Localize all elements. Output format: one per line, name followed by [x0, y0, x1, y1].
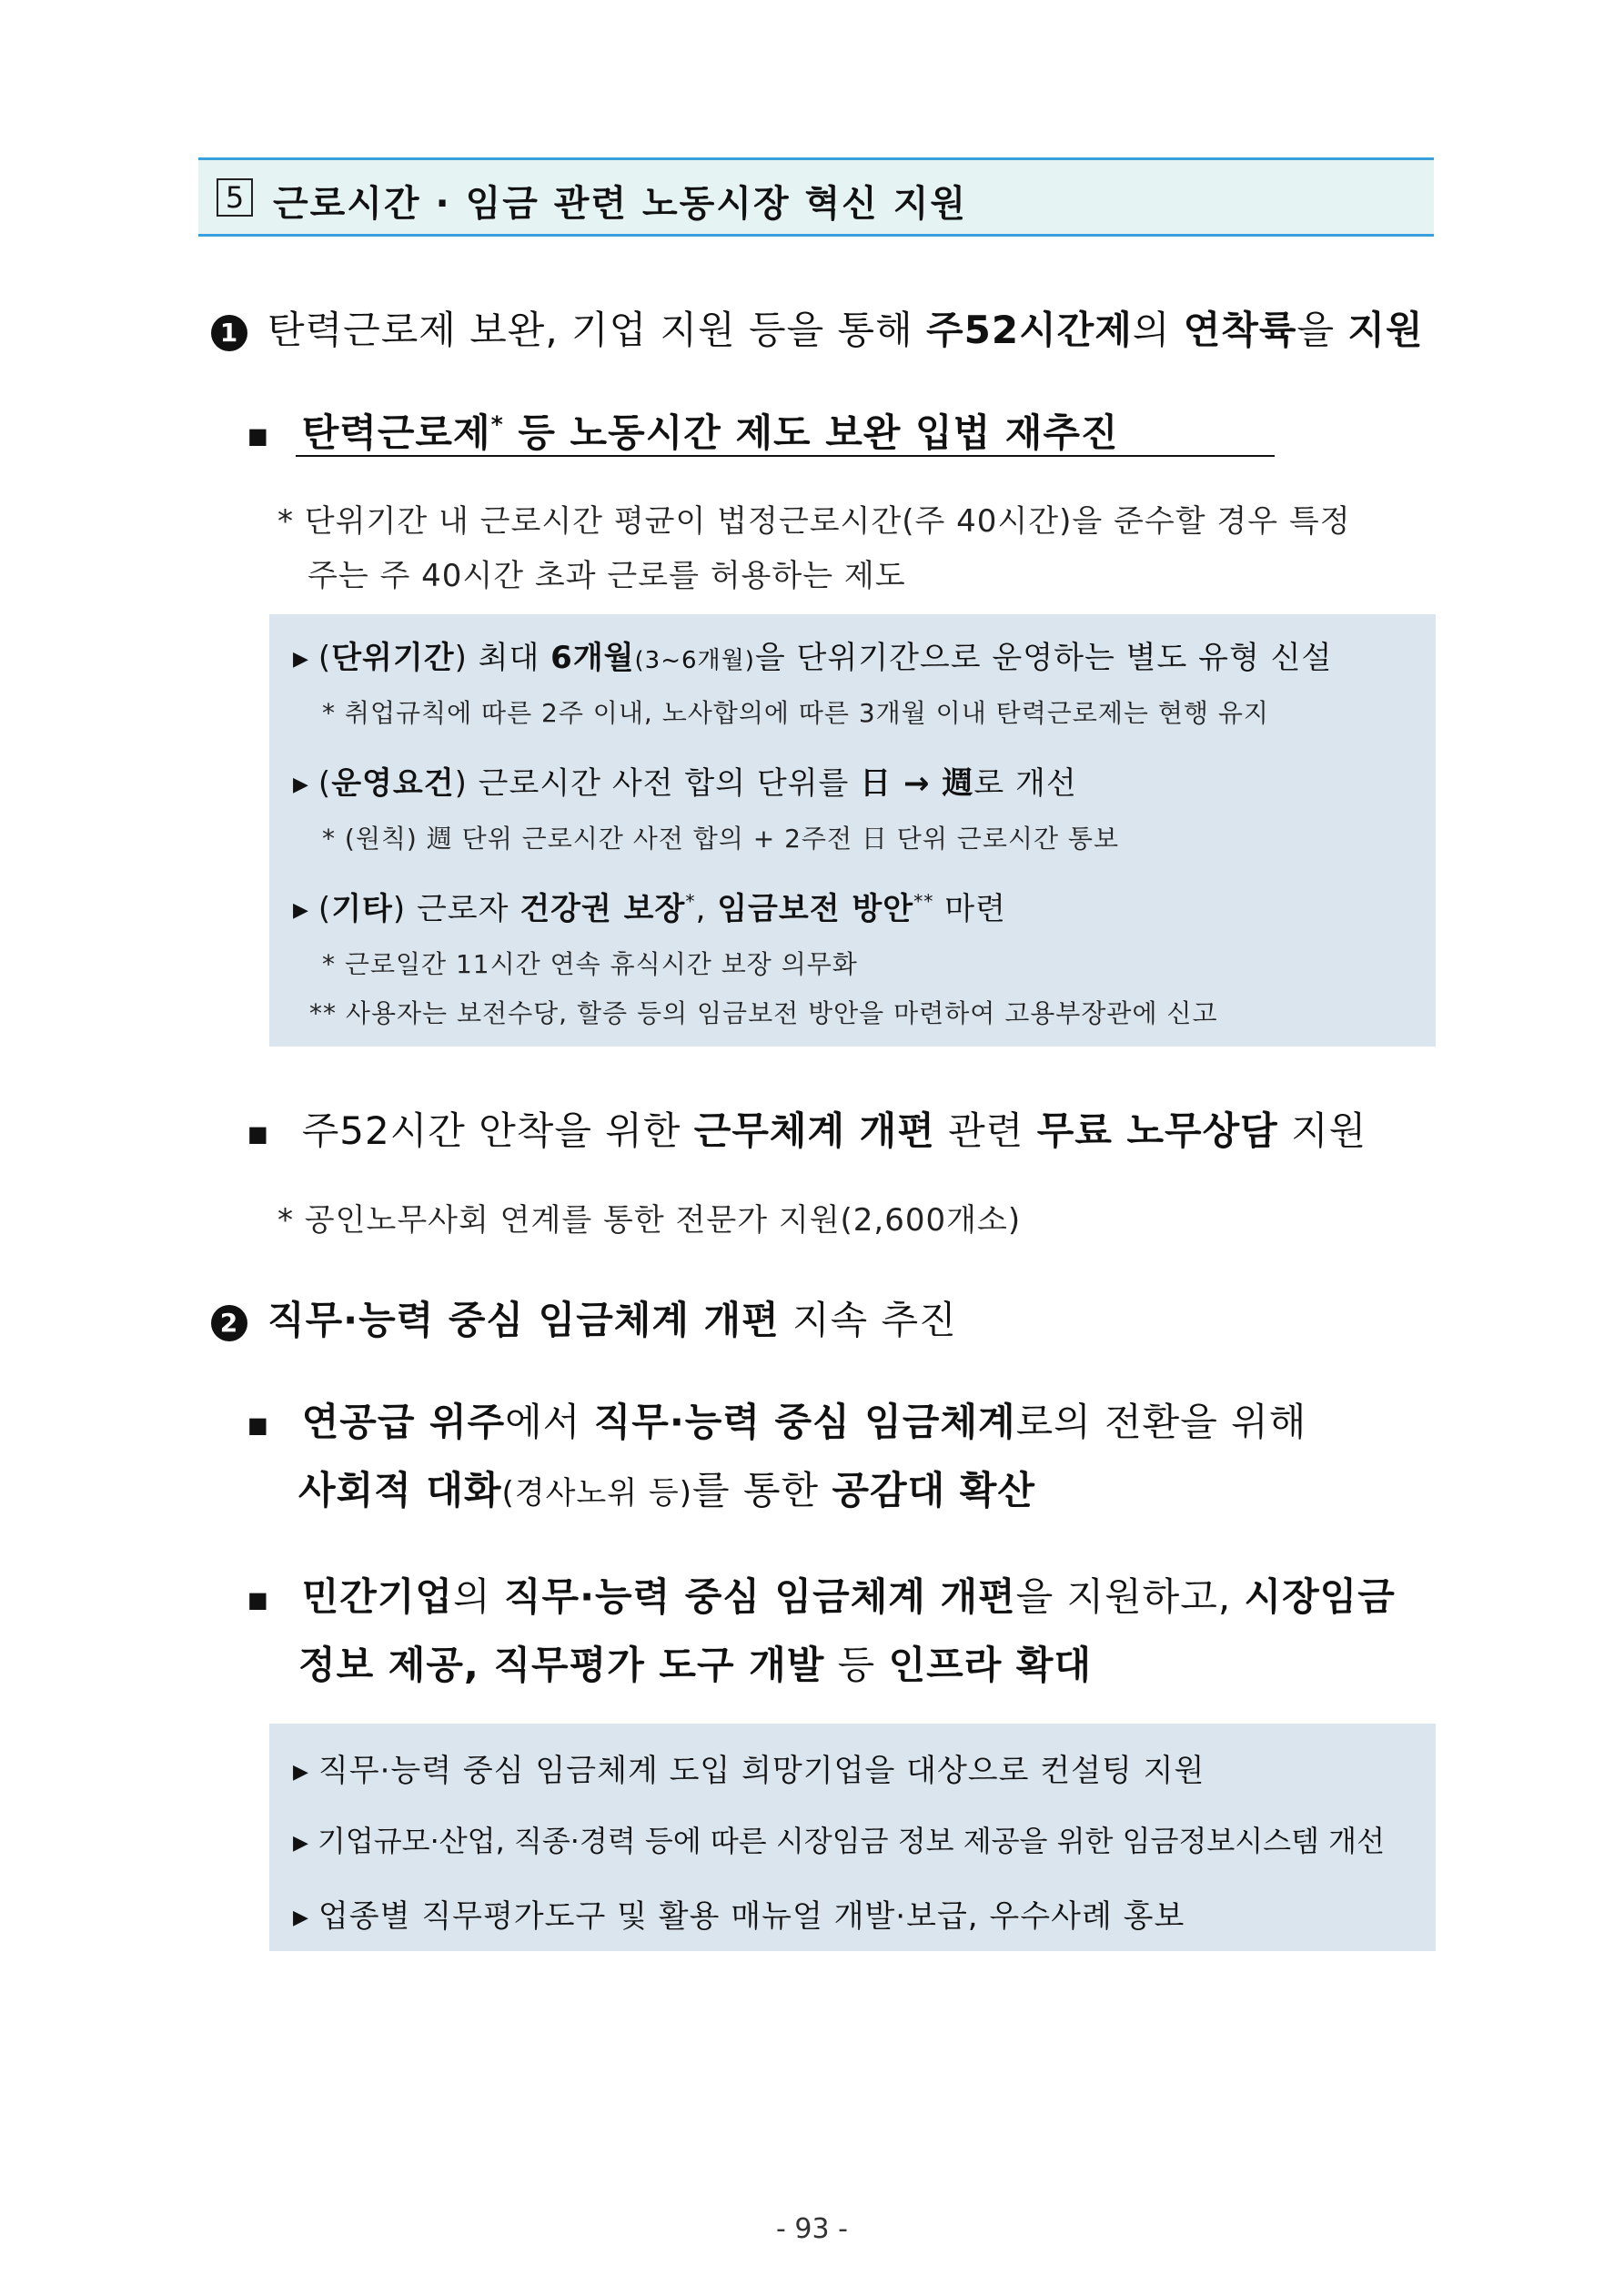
bullet-2-1-text-c: 를 통한 — [692, 1468, 832, 1512]
box2-item-2-text: 기업규모·산업, 직종·경력 등에 따른 시장임금 정보 제공을 위한 임금정보시스템 개선 — [317, 1824, 1385, 1858]
detail-box-2 — [269, 1724, 1436, 1951]
point-1-text: 탄력근로제 보완, 기업 지원 등을 통해 — [267, 308, 927, 352]
bullet-1-1-underline — [296, 455, 1275, 457]
box1-item-3-sup-1: * — [685, 890, 696, 913]
box1-item-3-note-2: ** 사용자는 보전수당, 할증 등의 임금보전 방안을 마련하여 고용부장관에 신고 — [309, 998, 1218, 1028]
box1-item-1-small: (3~6개월) — [634, 647, 755, 674]
box1-item-2-open: ( — [318, 765, 332, 802]
bullet-2-1-text-d: 로의 전환을 위해 — [1015, 1400, 1307, 1444]
bullet-2-1 — [247, 1392, 1306, 1447]
bullet-1-2-text-c: 관련 — [934, 1108, 1037, 1153]
box1-item-2-note: * (원칙) 週 단위 근로시간 사전 합의 + 2주전 日 단위 근로시간 통보 — [322, 824, 1119, 854]
box1-item-2-bold: 운영요건 — [331, 765, 455, 802]
bullet-2-1-bold-3: 사회적 대화 — [298, 1468, 502, 1512]
detail-box-1 — [269, 614, 1436, 1047]
bullet-1-1-text-a: 탄력근로제 — [301, 410, 491, 455]
bullet-2-1-line-2 — [298, 1461, 1035, 1515]
bullet-2-2-line-2 — [298, 1635, 1092, 1690]
square-bullet-icon: ■ — [247, 1120, 269, 1147]
point-1-text-c: 의 — [1132, 308, 1184, 352]
box1-item-3-rest: 마련 — [933, 891, 1006, 927]
bullet-1-2-text-a: 주52시간 안착을 위한 — [301, 1108, 694, 1153]
box1-item-1-open: ( — [318, 640, 332, 676]
box2-item-3-text: 업종별 직무평가도구 및 활용 매뉴얼 개발·보급, 우수사례 홍보 — [318, 1898, 1185, 1935]
box1-item-3-bold-3: 임금보전 방안 — [717, 891, 914, 927]
bullet-2-2 — [247, 1567, 1396, 1622]
box1-item-3 — [293, 884, 1006, 928]
point-1-bold-1: 주52시간제 — [926, 308, 1133, 352]
box2-item-2 — [293, 1818, 1385, 1860]
bullet-2-1-bold-1: 연공급 위주 — [301, 1400, 506, 1444]
box1-item-3-comma: , — [695, 891, 718, 927]
bullet-2-2-text-b: 의 — [452, 1574, 504, 1619]
box1-item-1-close: ) 최대 — [454, 640, 551, 676]
bullet-1-2-note: * 공인노무사회 연계를 통한 전문가 지원(2,600개소) — [277, 1202, 1022, 1239]
square-bullet-icon: ■ — [247, 1411, 269, 1438]
bullet-2-1-text-b: 에서 — [505, 1400, 594, 1444]
point-2-marker: 2 — [211, 1305, 247, 1341]
triangle-bullet-icon: ▶ — [293, 774, 309, 796]
bullet-1-2 — [247, 1101, 1367, 1156]
box1-item-3-sup-2: ** — [913, 890, 934, 913]
box1-item-3-close: ) 근로자 — [392, 891, 520, 927]
page-number: - 93 - — [776, 2213, 848, 2245]
bullet-2-2-bold-1: 민간기업 — [301, 1574, 453, 1619]
box1-item-1-bold: 단위기간 — [331, 640, 455, 676]
section-number: 5 — [217, 178, 253, 217]
box1-item-1-rest: 을 단위기간으로 운영하는 별도 유형 신설 — [754, 640, 1333, 676]
point-1-bold-3: 지원 — [1347, 308, 1424, 352]
square-bullet-icon: ■ — [247, 422, 269, 449]
bullet-2-2-text-d: 을 지원하고, — [1015, 1574, 1245, 1619]
box1-item-2 — [293, 758, 1077, 803]
bullet-1-2-text-e: 지원 — [1277, 1108, 1367, 1153]
triangle-bullet-icon: ▶ — [293, 1761, 309, 1784]
box1-item-2-bold-2: 日 → 週 — [860, 765, 974, 802]
box1-item-2-rest: 로 개선 — [973, 765, 1077, 802]
bullet-1-1-note-1: * 단위기간 내 근로시간 평균이 법정근로시간(주 40시간)을 준수할 경우 특정 — [277, 503, 1351, 540]
bullet-1-2-bold-1: 근무체계 개편 — [693, 1108, 935, 1153]
box1-item-3-bold: 기타 — [331, 891, 393, 927]
bullet-1-1 — [247, 403, 1118, 458]
point-2-heading — [211, 1290, 957, 1345]
bullet-2-1-paren: (경사노위 등) — [501, 1475, 693, 1512]
section-header — [198, 157, 1434, 237]
point-1-text-e: 을 — [1296, 308, 1348, 352]
bullet-1-1-sup: * — [490, 411, 504, 438]
box1-item-2-close: ) 근로시간 사전 합의 단위를 — [454, 765, 861, 802]
triangle-bullet-icon: ▶ — [293, 899, 309, 922]
triangle-bullet-icon: ▶ — [293, 1907, 309, 1929]
bullet-2-2-bold-4: 정보 제공, 직무평가 도구 개발 — [298, 1643, 825, 1687]
point-1-marker: 1 — [211, 315, 247, 351]
bullet-1-1-note-2: 주는 주 40시간 초과 근로를 허용하는 제도 — [308, 558, 906, 594]
triangle-bullet-icon: ▶ — [293, 648, 309, 671]
box1-item-1-bold-2: 6개월 — [550, 640, 635, 676]
bullet-2-1-bold-4: 공감대 확산 — [832, 1468, 1035, 1512]
bullet-2-2-bold-5: 인프라 확대 — [888, 1643, 1093, 1687]
section-title: 근로시간 · 임금 관련 노동시장 혁신 지원 — [273, 183, 967, 225]
box1-item-3-open: ( — [318, 891, 332, 927]
point-2-text: 지속 추진 — [779, 1298, 957, 1342]
bullet-2-2-text-c: 등 — [824, 1643, 889, 1687]
triangle-bullet-icon: ▶ — [293, 1831, 308, 1855]
box1-item-3-note-1: * 근로일간 11시간 연속 휴식시간 보장 의무화 — [322, 949, 858, 979]
bullet-1-2-bold-2: 무료 노무상담 — [1036, 1108, 1278, 1153]
bullet-2-2-bold-3: 시장임금 — [1244, 1574, 1396, 1619]
square-bullet-icon: ■ — [247, 1586, 269, 1613]
box1-item-1-note: * 취업규칙에 따른 2주 이내, 노사합의에 따른 3개월 이내 탄력근로제는 현행 유지 — [322, 698, 1269, 728]
box2-item-1 — [293, 1745, 1205, 1790]
bullet-2-2-bold-2: 직무·능력 중심 임금체계 개편 — [503, 1574, 1016, 1619]
box2-item-3 — [293, 1891, 1185, 1936]
bullet-1-1-text-b: 등 노동시간 제도 보완 입법 재추진 — [503, 410, 1119, 455]
point-1-heading — [211, 300, 1424, 355]
point-2-bold: 직무·능력 중심 임금체계 개편 — [267, 1298, 780, 1342]
box2-item-1-text: 직무·능력 중심 임금체계 도입 희망기업을 대상으로 컨설팅 지원 — [318, 1753, 1205, 1789]
bullet-2-1-bold-2: 직무·능력 중심 임금체계 — [593, 1400, 1016, 1444]
box1-item-1 — [293, 632, 1332, 677]
box1-item-3-bold-2: 건강권 보장 — [519, 891, 686, 927]
point-1-bold-2: 연착륙 — [1183, 308, 1297, 352]
